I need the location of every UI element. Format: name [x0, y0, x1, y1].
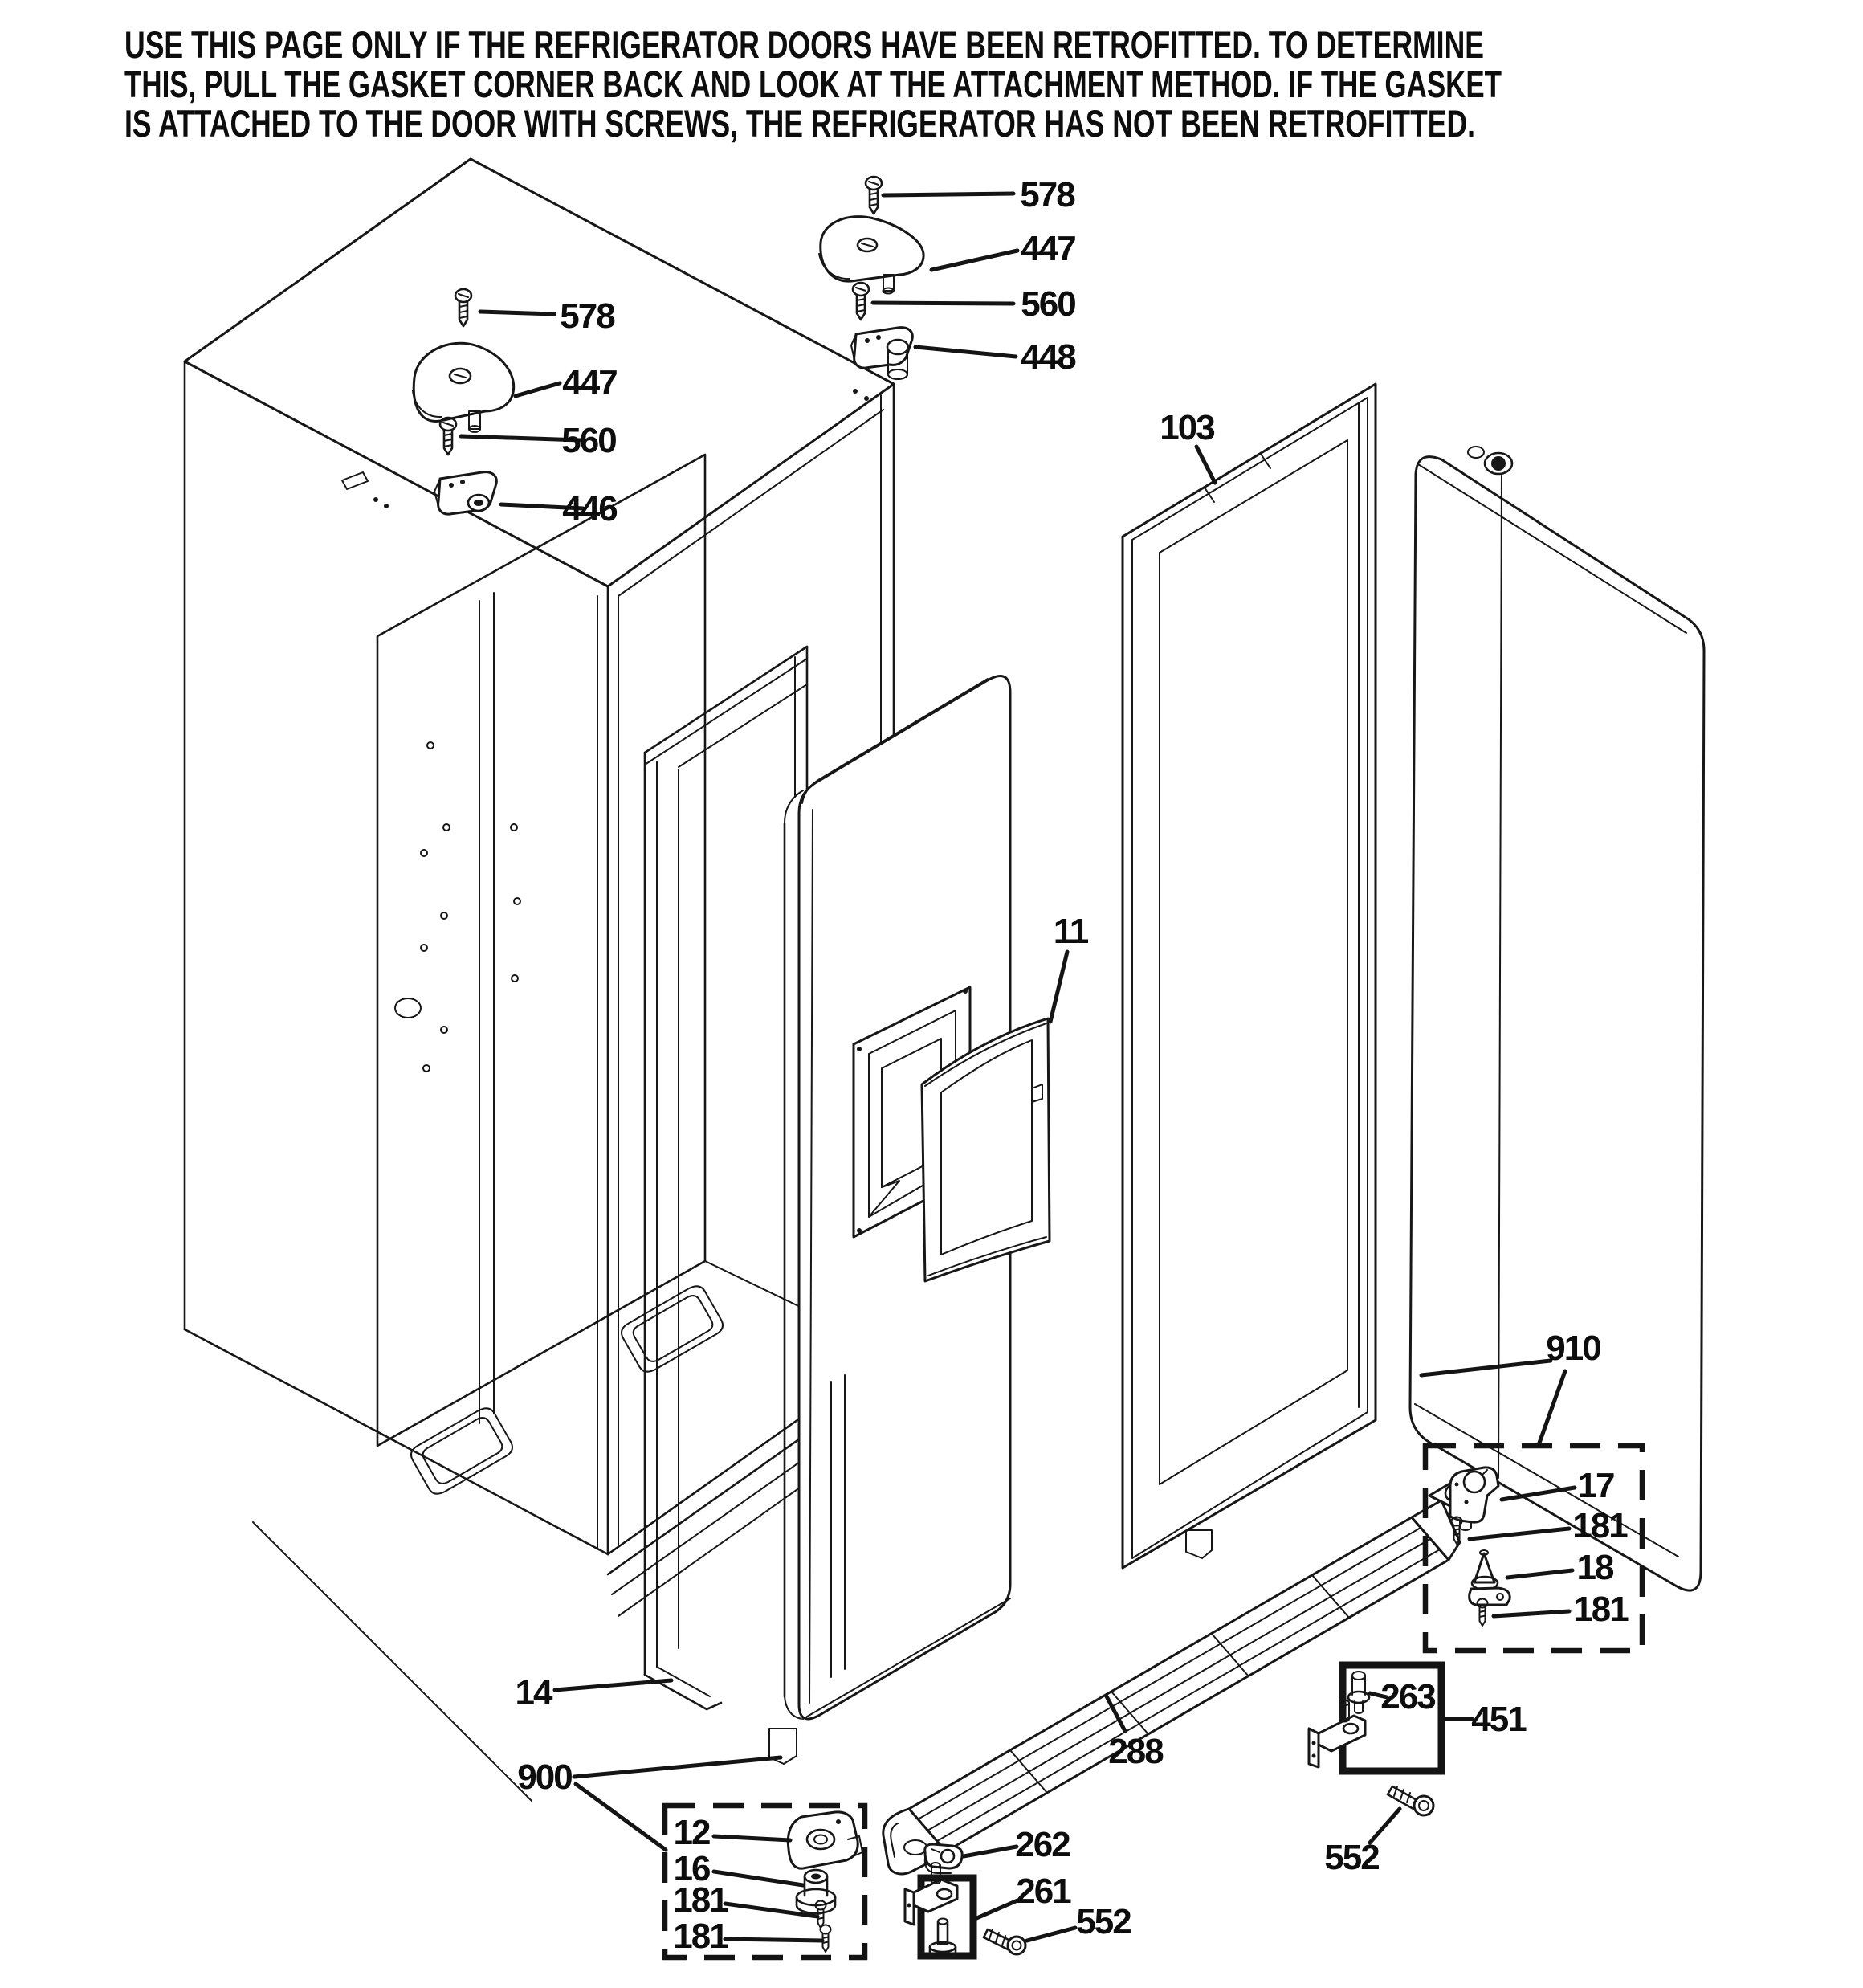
part-label-181-c: 181	[673, 1880, 728, 1920]
warning-header	[124, 23, 1502, 145]
part-label-14: 14	[515, 1673, 552, 1712]
part-label-447-right: 447	[1021, 229, 1075, 268]
leader-262	[964, 1847, 1017, 1856]
part-label-552-bottom: 552	[1076, 1902, 1131, 1941]
leader-181-a	[1470, 1529, 1569, 1539]
leader-578-right	[883, 194, 1013, 195]
leader-552-bottom	[1027, 1928, 1075, 1941]
leader-181-d	[725, 1939, 822, 1941]
leader-181-b	[1494, 1611, 1569, 1616]
hex-bolt-552-right	[1388, 1786, 1433, 1815]
leader-448	[915, 347, 1016, 357]
floor-pan-recess	[411, 1408, 512, 1493]
fresh-food-door-910	[1410, 447, 1704, 1590]
top-hinge-446	[434, 472, 496, 514]
cabinet-bottom-left-edge	[185, 1329, 608, 1554]
door-top-hinge-socket	[1468, 447, 1512, 474]
part-label-262: 262	[1015, 1825, 1070, 1864]
screw-560-right	[853, 283, 869, 320]
part-label-578-left: 578	[560, 296, 614, 336]
cabinet	[185, 159, 1212, 1801]
leader-578-left	[480, 312, 554, 314]
part-label-12: 12	[673, 1813, 710, 1852]
leader-181-c	[725, 1904, 817, 1917]
leader-447-right	[932, 251, 1017, 270]
header-line-2: THIS, PULL THE GASKET CORNER BACK AND LOOK AT THE ATTACHMENT METHOD. IF THE GASKET	[124, 63, 1502, 105]
header-line-1: USE THIS PAGE ONLY IF THE REFRIGERATOR DOORS HAVE BEEN RETROFITTED. TO DETERMINE	[124, 23, 1484, 66]
center-hinge-bracket-451	[1309, 1700, 1365, 1768]
interior-mounting-holes	[395, 742, 520, 1072]
hinge-pin-263	[1348, 1672, 1369, 1713]
part-label-181-b: 181	[1573, 1590, 1628, 1629]
part-label-900: 900	[517, 1757, 572, 1797]
part-label-451: 451	[1471, 1700, 1526, 1739]
part-label-11: 11	[1053, 912, 1088, 951]
part-label-181-d: 181	[673, 1917, 728, 1956]
leader-18	[1507, 1570, 1572, 1578]
cabinet-hinge-slot	[342, 472, 368, 489]
cabinet-bottom-tab	[1186, 1530, 1212, 1558]
top-hinge-plate-12	[788, 1812, 862, 1868]
hinge-cover-447-right	[819, 217, 923, 294]
part-label-447-left: 447	[562, 363, 617, 402]
leader-560-right	[873, 303, 1013, 304]
part-label-181-a: 181	[1572, 1506, 1627, 1545]
cam-riser-262	[925, 1844, 963, 1873]
leader-900-a	[574, 1757, 781, 1777]
fresh-food-gasket-103	[1123, 384, 1376, 1568]
part-label-261: 261	[1016, 1872, 1070, 1911]
freezer-door-gasket-14	[645, 647, 807, 1709]
leader-11	[1050, 952, 1067, 1022]
part-label-560-right: 560	[1021, 284, 1075, 324]
hinge-bracket-17	[1450, 1468, 1498, 1522]
part-label-552-right: 552	[1324, 1838, 1379, 1877]
part-label-263: 263	[1380, 1677, 1435, 1717]
part-label-560-left: 560	[561, 421, 616, 460]
screw-181-d	[821, 1925, 831, 1953]
part-label-910: 910	[1546, 1329, 1600, 1368]
part-label-16: 16	[673, 1849, 710, 1888]
part-label-578-right: 578	[1020, 175, 1074, 214]
hex-bolt-552-bottom	[984, 1929, 1025, 1954]
part-label-17: 17	[1577, 1466, 1614, 1505]
leader-103	[1196, 447, 1215, 483]
part-label-448: 448	[1021, 337, 1075, 377]
leader-14	[555, 1680, 671, 1690]
leader-261	[975, 1900, 1017, 1919]
part-label-18: 18	[1576, 1548, 1613, 1587]
screw-578-right	[866, 177, 882, 214]
leader-12	[714, 1836, 790, 1840]
part-label-446: 446	[562, 489, 617, 529]
top-hinge-parts-right	[819, 177, 923, 379]
part-label-103: 103	[1160, 408, 1214, 447]
floor-line	[253, 1522, 532, 1801]
leader-900-b	[576, 1784, 666, 1850]
kit-box-261	[905, 1863, 973, 1958]
door-pivot-18	[1470, 1550, 1510, 1605]
part-label-288: 288	[1108, 1732, 1163, 1771]
cabinet-top-face	[185, 159, 894, 586]
header-line-3: IS ATTACHED TO THE DOOR WITH SCREWS, THE REFRIGERATOR HAS NOT BEEN RETROFITTED.	[124, 102, 1475, 145]
